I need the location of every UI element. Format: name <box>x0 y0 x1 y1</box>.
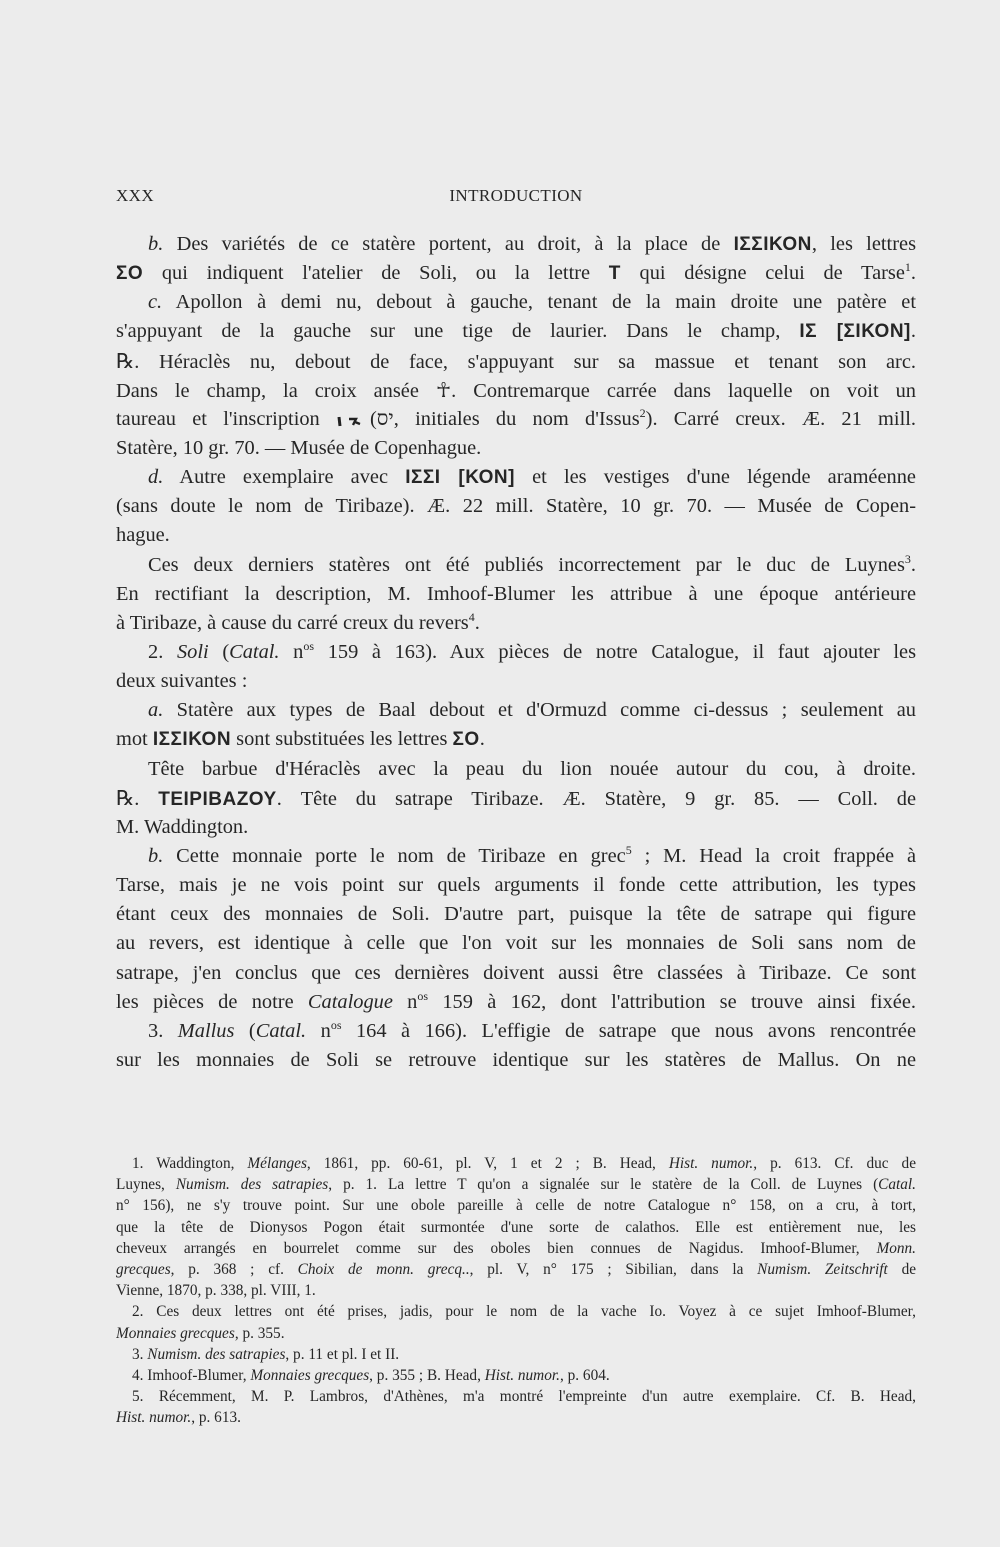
footnote-line: cheveux arrangés en bourrelet comme sur des oboles bien connues de Nagidus. Imhoof-Blumer, Monn. <box>116 1239 916 1257</box>
greek-legend: ΣΟ <box>452 729 480 751</box>
footnote-line: 1. Waddington, Mélanges, 1861, pp. 60-61, pl. V, 1 et 2 ; B. Head, Hist. numor., p. 613. Cf. duc de <box>132 1155 916 1172</box>
greek-legend: ΤΕΙΡΙΒΑΖΟΥ <box>158 788 277 810</box>
text-line: mot ΙΣΣΙΚΟΝ sont substituées les lettres ΣΟ. <box>116 728 485 751</box>
text-line: à Tiribaze, à cause du carré creux du revers$^4$. <box>116 609 480 634</box>
text-line: étant ceux des monnaies de Soli. D'autre part, puisque la tête de satrape qui figure <box>116 903 916 926</box>
text-line: sur les monnaies de Soli se retrouve identique sur les statères de Mallus. On ne <box>116 1048 916 1071</box>
text-line: Ces deux derniers statères ont été publiés incorrectement par le duc de Luynes$^3$. <box>148 551 916 576</box>
text-line: (sans doute le nom de Tiribaze). Æ. 22 mill. Statère, 10 gr. 70. — Musée de Copen- <box>116 495 916 518</box>
text-line: Statère, 10 gr. 70. — Musée de Copenhague. <box>116 436 482 459</box>
text-line: Tarse, mais je ne vois point sur quels arguments il fonde cette attribution, les types <box>116 874 916 897</box>
footnote-line: 4. Imhoof-Blumer, Monnaies grecques, p. 355 ; B. Head, Hist. numor., p. 604. <box>132 1366 610 1384</box>
text-line: 2. Soli (Catal. $n^{os}$ 159 à 163). Aux pièces de notre Catalogue, il faut ajouter les <box>148 638 916 663</box>
text-line: b. Des variétés de ce statère portent, au droit, à la place de ΙΣΣΙΚΟΝ, les lettres <box>148 233 916 255</box>
main-text <box>116 230 916 1075</box>
text-line: ℞. ΤΕΙΡΙΒΑΖΟΥ. Tête du satrape Tiribaze. Æ. Statère, 9 gr. 85. — Coll. de <box>116 785 916 810</box>
footnote-line: Monnaies grecques, p. 355. <box>116 1324 285 1342</box>
greek-legend: ΙΣ [ΣΙΚΟΝ] <box>799 321 911 343</box>
ankh-icon: ☥ <box>435 377 452 402</box>
footnote-ref: 5 <box>625 842 632 857</box>
footnote-line: Hist. numor., p. 613. <box>116 1409 241 1427</box>
greek-legend: ΙΣΣΙ [ΚΟΝ] <box>405 467 515 489</box>
text-line: c. Apollon à demi nu, debout à gauche, tenant de la main droite une patère et <box>148 291 916 314</box>
text-line: ΣΟ qui indiquent l'atelier de Soli, ou la lettre T qui désigne celui de Tarse$^1$. <box>116 260 916 285</box>
footnote-line: grecques, p. 368 ; cf. Choix de monn. grecq.., pl. V, n° 175 ; Sibilian, dans la Numism. Zeitschrift de <box>116 1260 916 1278</box>
silver-symbol: Æ <box>562 787 581 810</box>
running-title: INTRODUCTION <box>449 186 583 205</box>
running-head <box>116 186 916 210</box>
footnote-line: Vienne, 1870, p. 338, pl. VIII, 1. <box>116 1282 316 1300</box>
text-line: s'appuyant de la gauche sur une tige de laurier. Dans le champ, ΙΣ [ΣΙΚΟΝ]. <box>116 320 916 343</box>
footnotes <box>116 1153 916 1428</box>
footnote-line: Luynes, Numism. des satrapies, p. 1. La lettre T qu'on a signalée sur le statère de la Coll. de Luynes (Catal. <box>116 1176 916 1194</box>
footnote-line: 3. Numism. des satrapies, p. 11 et pl. I et II. <box>132 1345 400 1363</box>
greek-legend: ΙΣΣΙΚΟΝ <box>733 234 812 255</box>
greek-legend: ΙΣΣΙΚΟΝ <box>152 729 232 751</box>
text-line: b. Cette monnaie porte le nom de Tiribaze en grec$^5$ ; M. Head la croit frappée à <box>148 842 916 867</box>
footnote-line: que la tête de Dionysos Pogon était surmontée d'une sorte de calathos. Elle est entièrement nue, les <box>116 1218 916 1236</box>
reverse-symbol: ℞ <box>116 348 135 373</box>
text-line: au revers, est identique à celle que l'on voit sur les monnaies de Soli sans nom de <box>116 932 916 955</box>
footnote-line: 2. Ces deux lettres ont été prises, jadis, pour le nom de la vache Io. Voyez à ce sujet Imhoof-Blumer, <box>132 1303 916 1321</box>
text-line: M. Waddington. <box>116 815 249 838</box>
text-line: En rectifiant la description, M. Imhoof-Blumer les attribue à une époque antérieure <box>116 582 916 605</box>
text-line: 3. Mallus (Catal. $n^{os}$ 164 à 166). L'effigie de satrape que nous avons rencontrée <box>148 1017 916 1042</box>
text-line: Tête barbue d'Héraclès avec la peau du lion nouée autour du cou, à droite. <box>148 757 916 780</box>
footnote-ref: 3 <box>904 551 911 566</box>
silver-symbol: Æ <box>427 495 446 518</box>
text-line: deux suivantes : <box>116 670 248 693</box>
text-line: ℞. Héraclès nu, debout de face, s'appuyant sur sa massue et tenant son arc. <box>116 348 916 373</box>
footnote-line: n° 156), ne s'y trouve point. Sur une obole pareille à celle de notre Catalogue n° 158, on a cru, à tort, <box>116 1197 916 1215</box>
greek-legend: ΣΟ <box>116 263 144 285</box>
footnote-ref: 4 <box>468 609 475 624</box>
footnote-ref: 2 <box>639 405 646 420</box>
text-line: a. Statère aux types de Baal debout et d'Ormuzd comme ci-dessus ; seulement au <box>148 699 916 722</box>
text-line: les pièces de notre Catalogue $n^{os}$ 159 à 162, dont l'attribution se trouve ainsi fixée. <box>116 988 916 1013</box>
text-line: taureau et l'inscription (יס, initiales du nom d'Issus$^2$). Carré creux. Æ. 21 mill. <box>116 405 916 430</box>
page-number: XXX <box>116 186 155 205</box>
aramaic-inscription-icon <box>336 411 370 429</box>
reverse-symbol: ℞ <box>116 785 135 810</box>
text-line: d. Autre exemplaire avec ΙΣΣΙ [ΚΟΝ] et les vestiges d'une légende araméenne <box>148 466 916 489</box>
footnote-line: 5. Récemment, M. P. Lambros, d'Athènes, m'a montré l'empreinte d'un autre exemplaire. Cf. B. Head, <box>132 1388 916 1406</box>
text-line: satrape, j'en conclus que ces dernières doivent aussi être classées à Tiribaze. Ce sont <box>116 961 916 984</box>
text-line: Dans le champ, la croix ansée ☥. Contremarque carrée dans laquelle on voit un <box>116 377 916 402</box>
silver-symbol: Æ <box>801 407 821 430</box>
greek-legend: T <box>608 263 621 285</box>
text-line: hague. <box>116 524 170 547</box>
footnote-ref: 1 <box>904 260 911 275</box>
